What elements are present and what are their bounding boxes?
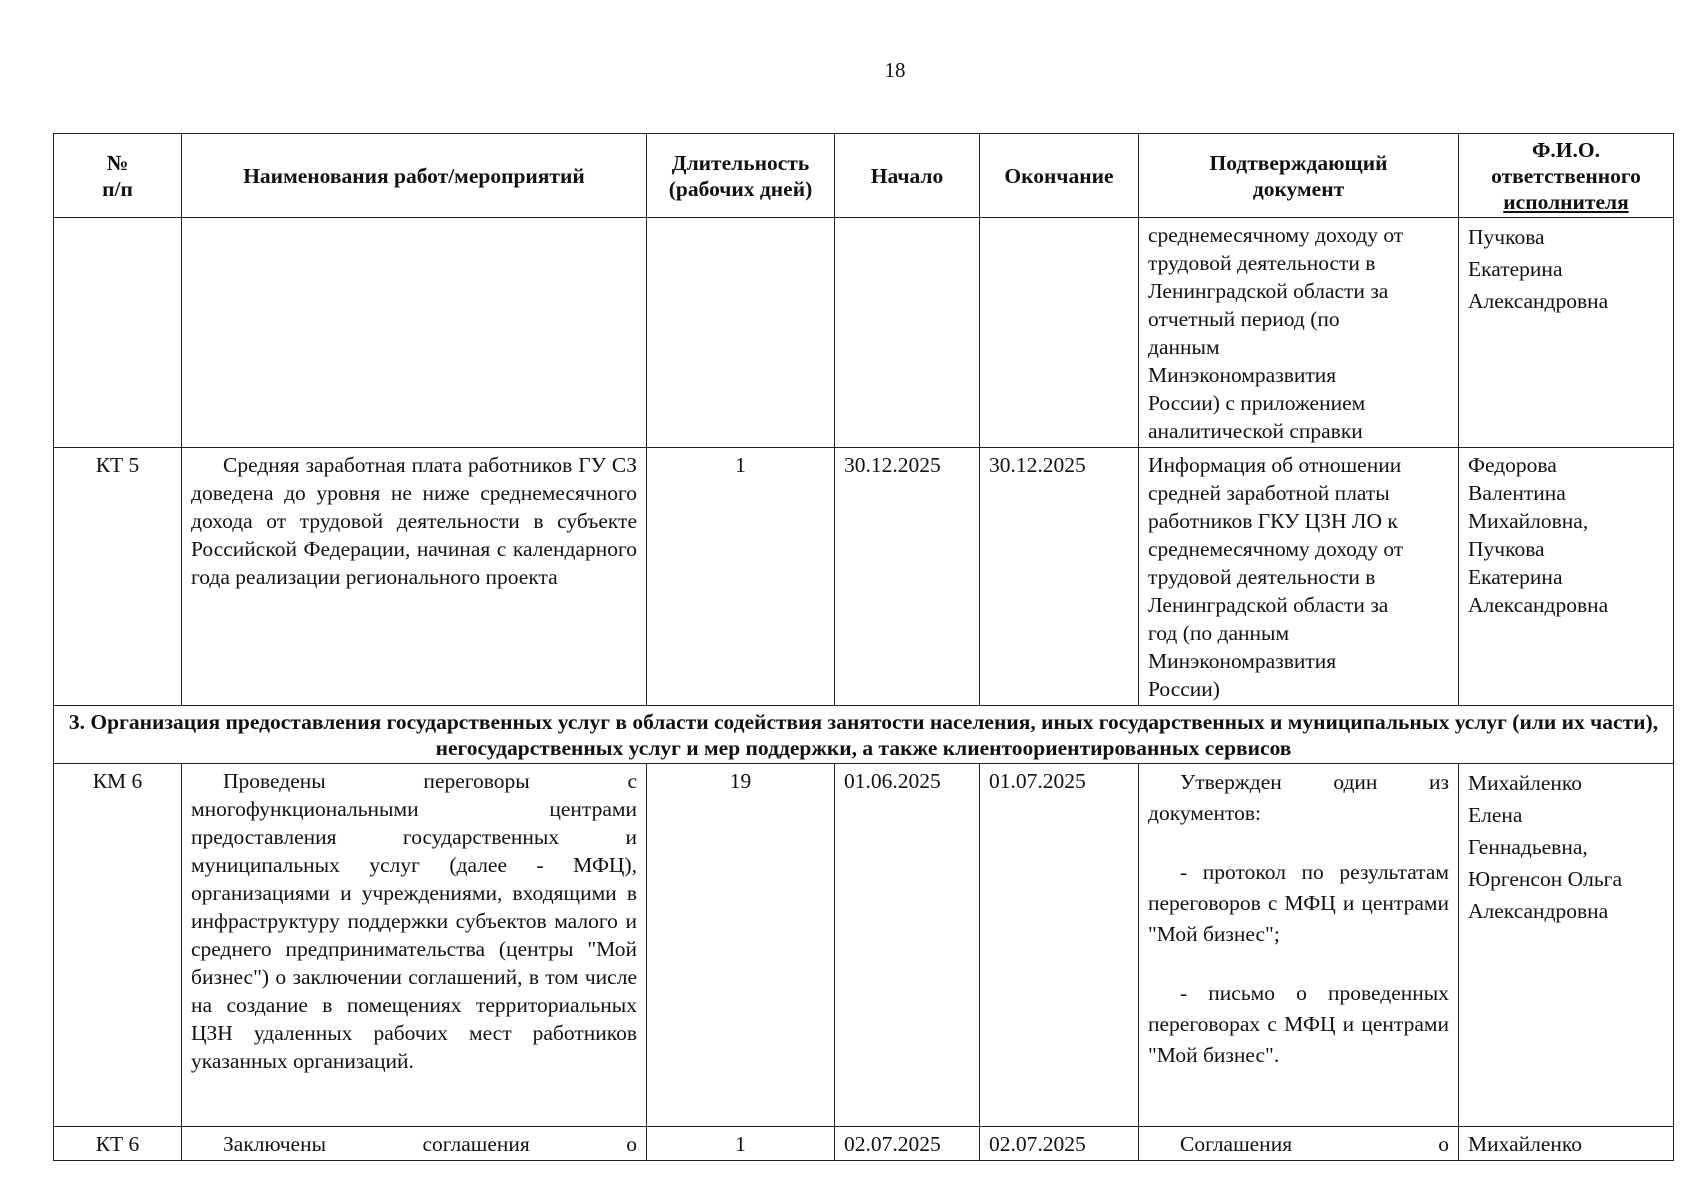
- cell-name: Заключены соглашения о: [182, 1127, 647, 1161]
- header-num: № п/п: [54, 134, 182, 218]
- cell-start: 30.12.2025: [835, 448, 980, 706]
- cell-start: 01.06.2025: [835, 764, 980, 1127]
- cell-duration: [647, 218, 835, 448]
- section-title: 3. Организация предоставления государственных услуг в области содействия занятости населения, иных государственных и муниципальных услуг (или их части), негосударственных услуг и мер поддержки, а также клиентоориентированных сервисов: [54, 706, 1674, 764]
- cell-num: КТ 5: [54, 448, 182, 706]
- table-row: [54, 764, 1674, 1127]
- header-end: Окончание: [980, 134, 1139, 218]
- cell-start: [835, 218, 980, 448]
- cell-end: [980, 218, 1139, 448]
- cell-num: [54, 218, 182, 448]
- cell-name: [182, 218, 647, 448]
- cell-responsible: Пучкова Екатерина Александровна: [1459, 218, 1674, 448]
- cell-responsible: Михайленко Елена Геннадьевна, Юргенсон Ольга Александровна: [1459, 764, 1674, 1127]
- cell-duration: 19: [647, 764, 835, 1127]
- cell-responsible: Федорова Валентина Михайловна, Пучкова Екатерина Александровна: [1459, 448, 1674, 706]
- cell-end: 02.07.2025: [980, 1127, 1139, 1161]
- cell-end: 30.12.2025: [980, 448, 1139, 706]
- header-start: Начало: [835, 134, 980, 218]
- table-row: [54, 448, 1674, 706]
- cell-num: КТ 6: [54, 1127, 182, 1161]
- cell-duration: 1: [647, 1127, 835, 1161]
- table-row: [54, 1127, 1674, 1161]
- cell-start: 02.07.2025: [835, 1127, 980, 1161]
- header-responsible: Ф.И.О. ответственного исполнителя: [1459, 134, 1674, 218]
- cell-responsible: Михайленко: [1459, 1127, 1674, 1161]
- cell-num: КМ 6: [54, 764, 182, 1127]
- cell-name: Проведены переговоры с многофункциональными центрами предоставления государственных и муниципальных услуг (далее - МФЦ), организациями и учреждениями, входящими в инфраструктуру поддержки субъектов малого и среднего предпринимательства (центры "Мой бизнес") о заключении соглашений, в том числе на создание в помещениях территориальных ЦЗН удаленных рабочих мест работников указанных организаций.: [182, 764, 647, 1127]
- cell-duration: 1: [647, 448, 835, 706]
- header-document: Подтверждающий документ: [1139, 134, 1459, 218]
- cell-document: Соглашения о: [1139, 1127, 1459, 1161]
- project-plan-table: [53, 133, 1674, 1161]
- cell-document: среднемесячному доходу от трудовой деятельности в Ленинградской области за отчетный период (по данным Минэкономразвития России) с приложением аналитической справки: [1139, 218, 1459, 448]
- page-number: 18: [884, 58, 906, 82]
- cell-name: Средняя заработная плата работников ГУ СЗ доведена до уровня не ниже среднемесячного дохода от трудовой деятельности в субъекте Российской Федерации, начиная с календарного года реализации регионального проекта: [182, 448, 647, 706]
- header-duration: Длительность (рабочих дней): [647, 134, 835, 218]
- header-name: Наименования работ/мероприятий: [182, 134, 647, 218]
- cell-document: Утвержден один из документов: - протокол по результатам переговоров с МФЦ и центрами "Мой бизнес"; - письмо о проведенных переговорах с МФЦ и центрами "Мой бизнес".: [1139, 764, 1459, 1127]
- cell-document: Информация об отношении средней заработной платы работников ГКУ ЦЗН ЛО к среднемесячному доходу от трудовой деятельности в Ленинградской области за год (по данным Минэкономразвития России): [1139, 448, 1459, 706]
- table-row: [54, 218, 1674, 448]
- table-header-row: [54, 134, 1674, 218]
- cell-end: 01.07.2025: [980, 764, 1139, 1127]
- section-row: [54, 706, 1674, 764]
